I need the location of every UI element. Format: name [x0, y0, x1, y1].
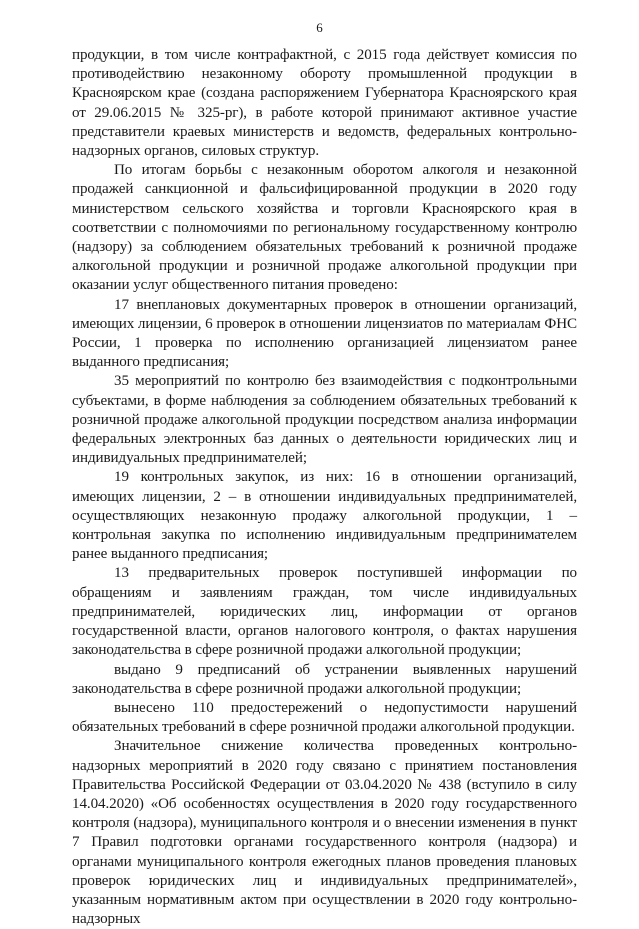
- paragraph-results-intro: По итогам борьбы с незаконным оборотом алкоголя и незаконной продажей санкционной и фальсифицированной продукции в 2020 году министерством сельского хозяйства и торговли Красноярского края в соответствии с полномочиями по региональному государственному контролю (надзору) за соблюдением обязательных требований к розничной продаже алкогольной продукции и розничной продаже алкогольной продукции при оказании услуг общественного питания проведено:: [72, 162, 577, 294]
- paragraph-commission: продукции, в том числе контрафактной, с 2015 года действует комиссия по противодействию незаконному обороту промышленной продукции в Красноярском крае (создана распоряжением Губернатора Красноярского края от 29.06.2015 № 325-рг), в работе которой принимают активное участие представители краевых министерств и ведомств, федеральных контрольно-надзорных органов, силовых структур.: [72, 47, 577, 160]
- paragraph-warnings-issued: вынесено 110 предостережений о недопустимости нарушений обязательных требований в сфере розничной продажи алкогольной продукции.: [72, 699, 577, 736]
- paragraph-documentary-inspections: 17 внеплановых документарных проверок в отношении организаций, имеющих лицензии, 6 проверок в отношении лицензиатов по материалам ФНС России, 1 проверка по исполнению организацией лицензиатом ранее выданного предписания;: [72, 296, 577, 371]
- document-body: [72, 46, 577, 929]
- paragraph-control-measures: 35 мероприятий по контролю без взаимодействия с подконтрольными субъектами, в форме наблюдения за соблюдением обязательных требований к розничной продаже алкогольной продукции посредством анализа информации федеральных электронных баз данных о деятельности юридических лиц и индивидуальных предпринимателей;: [72, 373, 577, 467]
- paragraph-reduction-explanation: Значительное снижение количества проведенных контрольно-надзорных мероприятий в 2020 году связано с принятием постановления Правительства Российской Федерации от 03.04.2020 № 438 (вступило в силу 14.04.2020) «Об особенностях осуществления в 2020 году государственного контроля (надзора), муниципального контроля и о внесении изменения в пункт 7 Правил подготовки органами государственного контроля (надзора) и органами муниципального контроля ежегодных планов проведения плановых проверок юридических лиц и индивидуальных предпринимателей», указанным нормативным актом при осуществлении в 2020 году контрольно-надзорных: [72, 738, 577, 928]
- page-number: 6: [316, 20, 323, 35]
- paragraph-control-purchases: 19 контрольных закупок, из них: 16 в отношении организаций, имеющих лицензии, 2 – в отношении индивидуальных предпринимателей, осуществляющих незаконную продажу алкогольной продукции, 1 – контрольная закупка по исполнению индивидуальным предпринимателем ранее выданного предписания;: [72, 469, 577, 563]
- paragraph-preliminary-checks: 13 предварительных проверок поступившей информации по обращениям и заявлениям граждан, том числе индивидуальных предпринимателей, юридических лиц, информации от органов государственной власти, органов налогового контроля, о фактах нарушения законодательства в сфере розничной продажи алкогольной продукции;: [72, 565, 577, 659]
- paragraph-orders-issued: выдано 9 предписаний об устранении выявленных нарушений законодательства в сфере розничной продажи алкогольной продукции;: [72, 661, 577, 697]
